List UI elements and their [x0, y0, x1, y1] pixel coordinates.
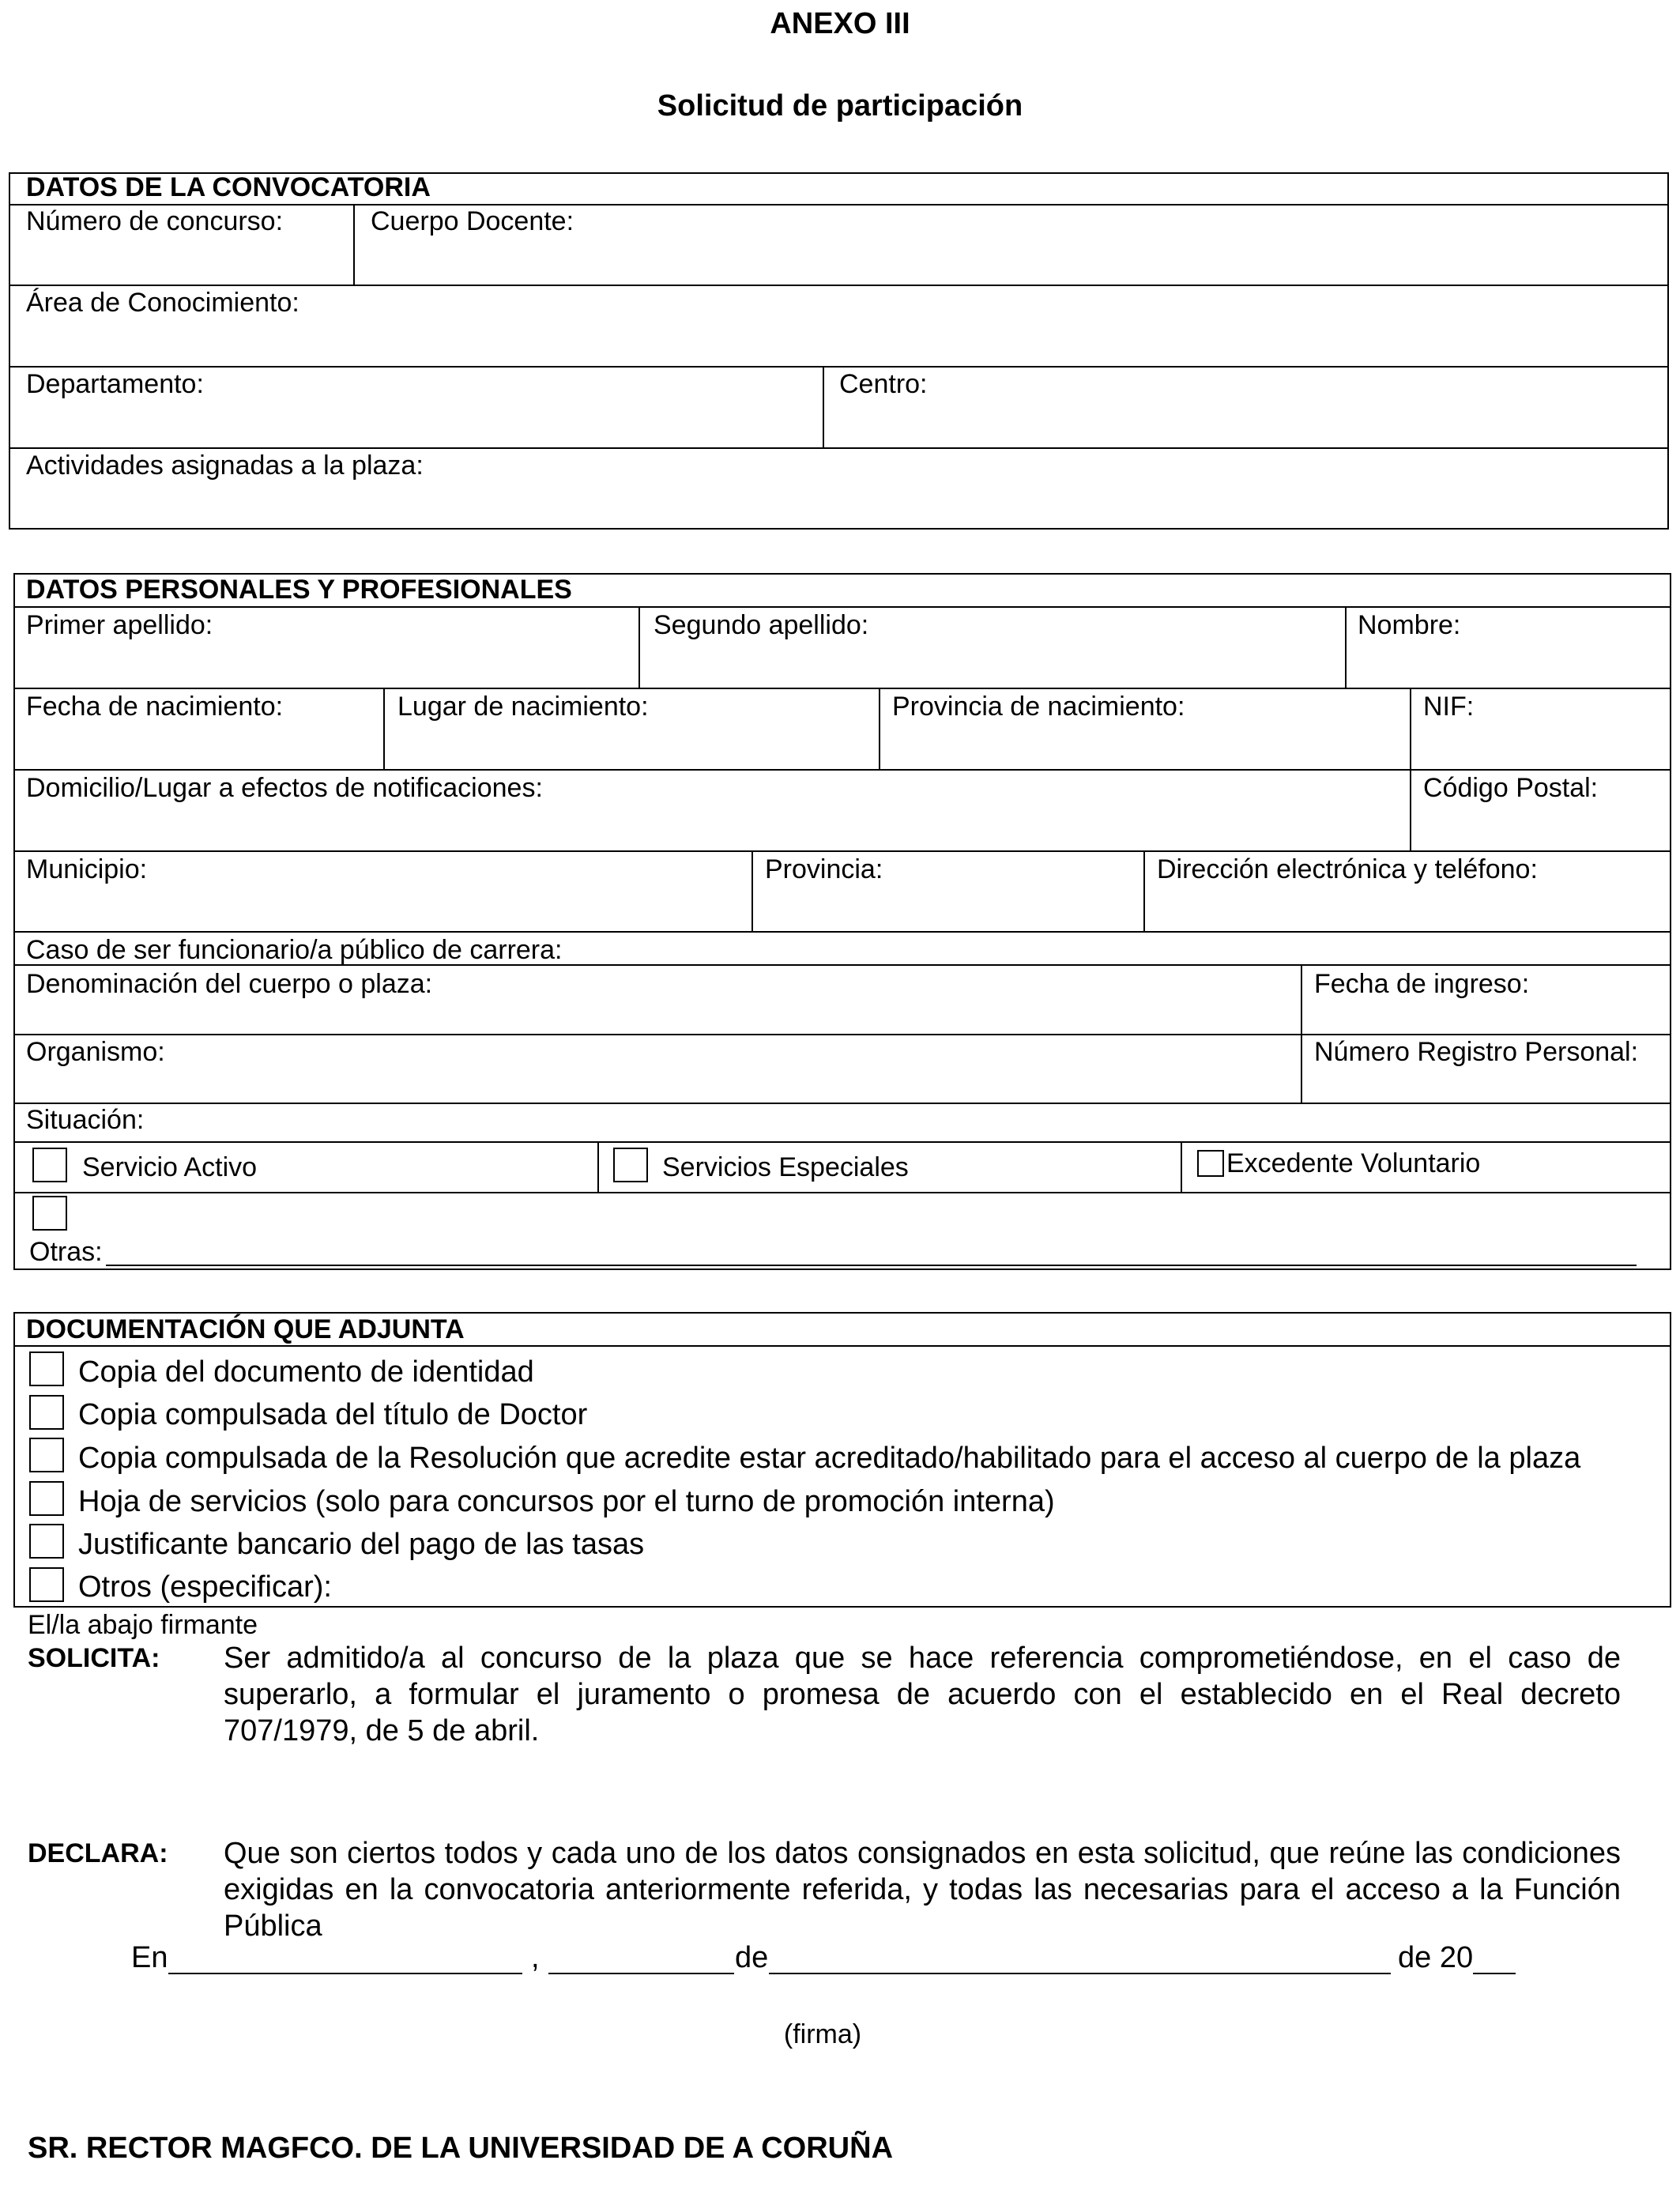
divider: [13, 1103, 1671, 1104]
divider: [13, 1192, 1671, 1193]
doc-item: Copia del documento de identidad: [78, 1355, 534, 1389]
divider: [823, 366, 824, 447]
divider: [879, 688, 880, 769]
divider: [13, 1345, 1671, 1347]
doc-item: Copia compulsada del título de Doctor: [78, 1398, 588, 1431]
doc-checkbox[interactable]: [29, 1481, 64, 1516]
documentacion-heading: DOCUMENTACIÓN QUE ADJUNTA: [26, 1314, 465, 1344]
solicita-label: SOLICITA:: [28, 1643, 160, 1673]
area-conocimiento-field[interactable]: Área de Conocimiento:: [26, 288, 299, 318]
lugar-nacimiento-field[interactable]: Lugar de nacimiento:: [397, 692, 649, 722]
organismo-field[interactable]: Organismo:: [26, 1037, 165, 1067]
doc-item: Copia compulsada de la Resolución que acredite estar acreditado/habilitado para el acceso al cuerpo de la plaza: [78, 1442, 1581, 1475]
otras-checkbox[interactable]: [32, 1196, 67, 1231]
divider: [751, 850, 753, 931]
fecha-nacimiento-field[interactable]: Fecha de nacimiento:: [26, 692, 284, 722]
servicio-activo-label: Servicio Activo: [82, 1152, 258, 1182]
divider: [353, 204, 355, 285]
doc-checkbox[interactable]: [29, 1351, 64, 1386]
solicita-text: Ser admitido/a al concurso de la plaza que se hace referencia comprometiéndose, en el caso de superarlo, a formular el juramento o promesa de acuerdo con el establecido en el Real decreto 707/1979, de 5 de abril.: [224, 1642, 1621, 1747]
otras-line[interactable]: [106, 1265, 1637, 1266]
nif-field[interactable]: NIF:: [1423, 692, 1475, 722]
divider: [1410, 688, 1411, 769]
divider: [383, 688, 385, 769]
excedente-label: Excedente Voluntario: [1226, 1148, 1481, 1178]
divider: [13, 769, 1671, 771]
divider: [1181, 1141, 1182, 1192]
centro-field[interactable]: Centro:: [839, 369, 928, 399]
divider: [9, 285, 1669, 286]
fecha-ingreso-field[interactable]: Fecha de ingreso:: [1314, 969, 1530, 999]
funcionario-label: Caso de ser funcionario/a público de carrera:: [26, 935, 563, 965]
otras-label: Otras:: [29, 1237, 103, 1267]
actividades-field[interactable]: Actividades asignadas a la plaza:: [26, 450, 424, 481]
form-title: Solicitud de participación: [657, 89, 1023, 123]
excedente-checkbox[interactable]: [1197, 1150, 1224, 1177]
divider: [597, 1141, 599, 1192]
divider: [1345, 606, 1347, 688]
direccion-field[interactable]: Dirección electrónica y teléfono:: [1157, 854, 1538, 884]
year-line[interactable]: [1473, 1973, 1516, 1974]
doc-checkbox[interactable]: [29, 1524, 64, 1559]
rector-footer: SR. RECTOR MAGFCO. DE LA UNIVERSIDAD DE A CORUÑA: [28, 2132, 894, 2165]
cuerpo-docente-field[interactable]: Cuerpo Docente:: [371, 206, 574, 236]
divider: [638, 606, 640, 688]
dia-line[interactable]: [548, 1973, 734, 1974]
primer-apellido-field[interactable]: Primer apellido:: [26, 610, 213, 640]
domicilio-field[interactable]: Domicilio/Lugar a efectos de notificaciones:: [26, 773, 543, 803]
numero-concurso-field[interactable]: Número de concurso:: [26, 206, 284, 236]
doc-item: Otros (especificar):: [78, 1570, 332, 1604]
convocatoria-heading: DATOS DE LA CONVOCATORIA: [26, 172, 431, 202]
divider: [1143, 850, 1145, 931]
departamento-field[interactable]: Departamento:: [26, 369, 204, 399]
divider: [13, 688, 1671, 689]
servicios-especiales-checkbox[interactable]: [613, 1148, 648, 1182]
declara-label: DECLARA:: [28, 1838, 168, 1868]
year-prefix-label: de 20: [1398, 1941, 1474, 1974]
comma-label: ,: [531, 1941, 540, 1974]
divider: [9, 204, 1669, 205]
divider: [1301, 964, 1302, 1103]
lugar-line[interactable]: [168, 1973, 522, 1974]
municipio-field[interactable]: Municipio:: [26, 854, 148, 884]
doc-item: Hoja de servicios (solo para concursos por el turno de promoción interna): [78, 1485, 1055, 1518]
provincia-nacimiento-field[interactable]: Provincia de nacimiento:: [892, 692, 1185, 722]
divider: [13, 931, 1671, 933]
divider: [9, 447, 1669, 449]
annex-title: ANEXO III: [770, 7, 910, 40]
registro-personal-field[interactable]: Número Registro Personal:: [1314, 1037, 1639, 1067]
segundo-apellido-field[interactable]: Segundo apellido:: [654, 610, 869, 640]
declara-text: Que son ciertos todos y cada uno de los datos consignados en esta solicitud, que reúne las condiciones exigidas en la convocatoria anteriormente referida, y todas las necesarias para el acceso a la Función Pública: [224, 1837, 1621, 1943]
divider: [1410, 769, 1411, 850]
provincia-field[interactable]: Provincia:: [765, 854, 883, 884]
mes-line[interactable]: [769, 1973, 1391, 1974]
situacion-label: Situación:: [26, 1105, 145, 1135]
servicio-activo-checkbox[interactable]: [32, 1148, 67, 1182]
divider: [13, 1034, 1671, 1035]
de-label: de: [735, 1941, 769, 1974]
divider: [13, 850, 1671, 852]
doc-checkbox[interactable]: [29, 1567, 64, 1602]
denominacion-field[interactable]: Denominación del cuerpo o plaza:: [26, 969, 433, 999]
firmante-label: El/la abajo firmante: [28, 1610, 258, 1640]
divider: [13, 606, 1671, 608]
codigo-postal-field[interactable]: Código Postal:: [1423, 773, 1599, 803]
firma-label: (firma): [783, 2019, 862, 2049]
doc-checkbox[interactable]: [29, 1395, 64, 1430]
divider: [9, 366, 1669, 368]
divider: [13, 1141, 1671, 1143]
personales-heading: DATOS PERSONALES Y PROFESIONALES: [26, 575, 572, 605]
servicios-especiales-label: Servicios Especiales: [662, 1152, 909, 1182]
doc-item: Justificante bancario del pago de las tasas: [78, 1528, 645, 1561]
nombre-field[interactable]: Nombre:: [1358, 610, 1461, 640]
doc-checkbox[interactable]: [29, 1438, 64, 1472]
en-label: En: [131, 1941, 168, 1974]
